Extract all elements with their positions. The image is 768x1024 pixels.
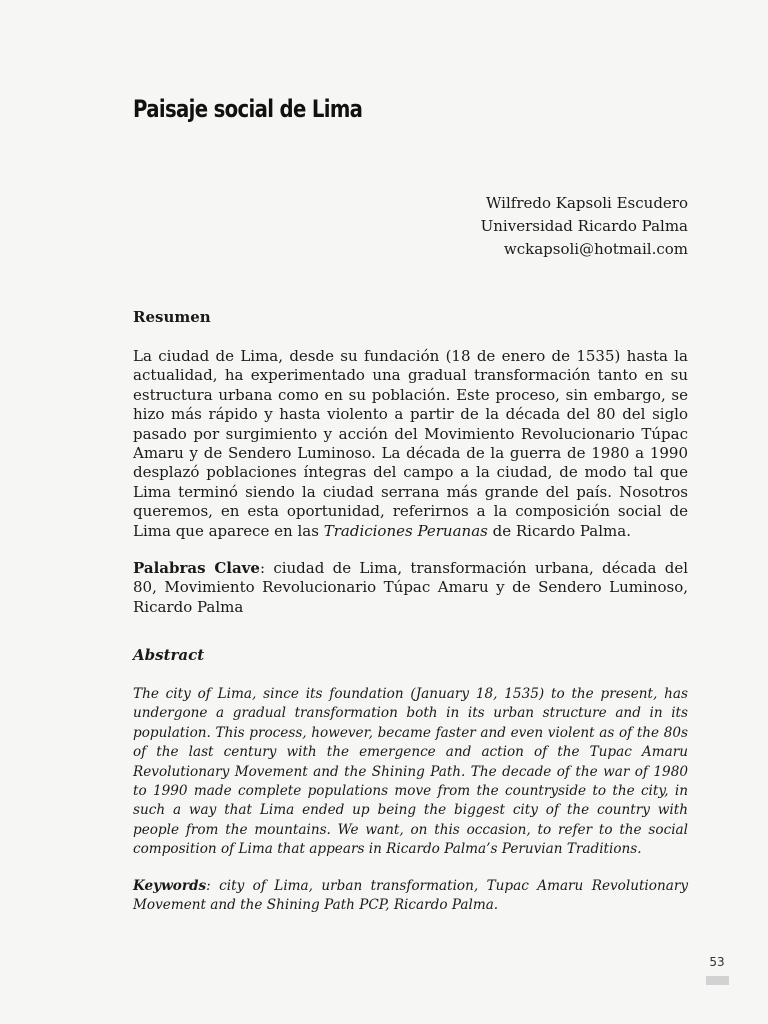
palabras-clave-paragraph: Palabras Clave: ciudad de Lima, transformación urbana, década del 80, Movimiento Revolucionario Túpac Amaru y de Sendero Luminoso, Ricardo Palma [133, 559, 688, 616]
keywords-paragraph: Keywords: city of Lima, urban transformation, Tupac Amaru Revolutionary Movement and the Shining Path PCP, Ricardo Palma. [133, 878, 689, 914]
article-title: Paisaje social de Lima [133, 95, 363, 123]
page-number: 53 [709, 955, 725, 969]
abstract-text: The city of Lima, since its foundation (January 18, 1535) to the present, has undergone a gradual transformation both in its urban structure and in its population. This process, however, became faster and even violent as of the 80s of the last century with the emergence and action of the Tupac Amaru Revolutionary Movement and the Shining Path. The decade of the war of 1980 to 1990 made complete populations move from the countryside to the city, in such a way that Lima ended up being the biggest city of the country with people from the mountains. We want, on this occasion, to refer to the social composition of Lima that appears in Ricardo Palma’s Peruvian Traditions. [133, 686, 688, 858]
resumen-paragraph [133, 347, 688, 541]
author-name: Wilfredo Kapsoli Escudero [486, 194, 688, 212]
author-affiliation: Universidad Ricardo Palma [480, 217, 688, 235]
author-email: wckapsoli@hotmail.com [503, 240, 688, 258]
page-tab-marker [706, 976, 729, 985]
resumen-book-title: Tradiciones Peruanas [323, 521, 488, 540]
resumen-heading: Resumen [133, 308, 211, 326]
palabras-clave-text: ciudad de Lima, transformación urbana, década del 80, Movimiento Revolucionario Túpac Amaru y de Sendero Luminoso, Ricardo Palma [133, 559, 688, 616]
keywords-label: Keywords [133, 878, 207, 894]
author-block [481, 192, 688, 261]
keywords-text: city of Lima, urban transformation, Tupac Amaru Revolutionary Movement and the Shining Path PCP, Ricardo Palma. [133, 878, 689, 914]
resumen-text: La ciudad de Lima, desde su fundación (18 de enero de 1535) hasta la actualidad, ha experimentado una gradual transformación tanto en su estructura urbana como en su población. Este proceso, sin embargo, se hizo más rápido y hasta violento a partir de la década del 80 del siglo pasado por surgimiento y acción del Movimiento Revolucionario Túpac Amaru y de Sendero Luminoso. La década de la guerra de 1980 a 1990 desplazó poblaciones íntegras del campo a la ciudad, de modo tal que Lima terminó siendo la ciudad serrana más grande del país. Nosotros queremos, en esta oportunidad, referirnos a la composición social de Lima que aparece en las [133, 347, 688, 540]
resumen-text-end: de Ricardo Palma. [492, 521, 631, 540]
abstract-heading: Abstract [133, 646, 205, 664]
palabras-clave-label: Palabras Clave [133, 559, 260, 577]
